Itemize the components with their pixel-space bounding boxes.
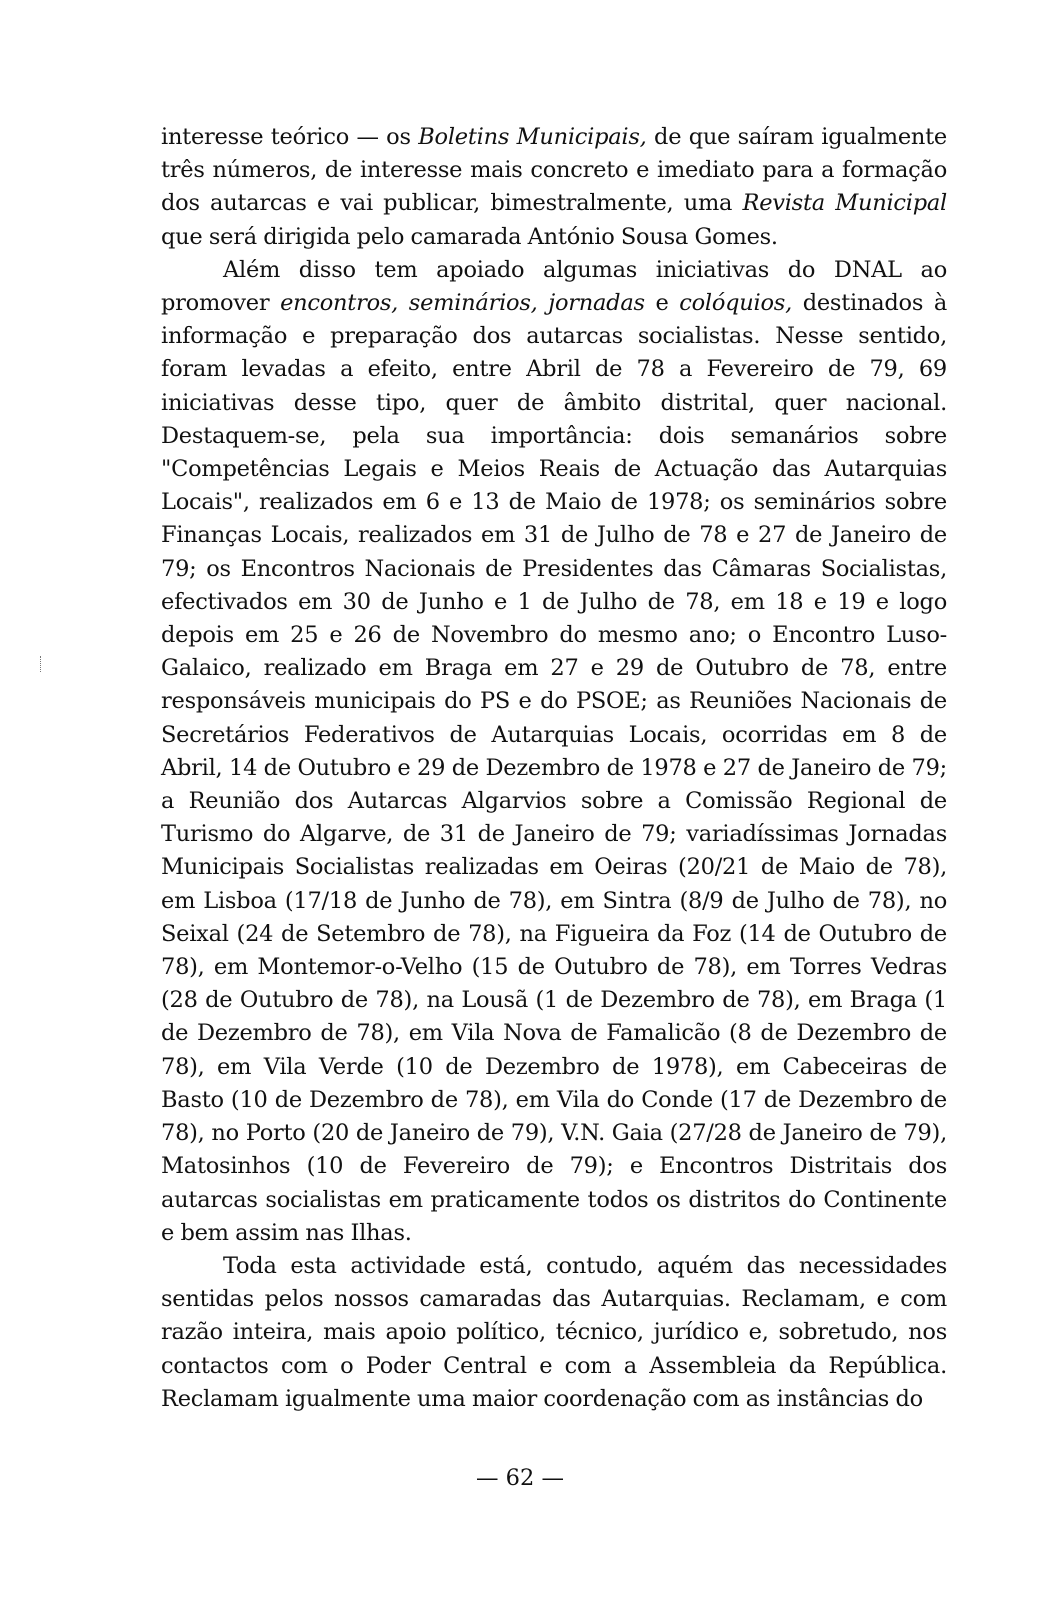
paragraph-1-text-a: interesse teórico — os — [161, 124, 419, 150]
paragraph-3: Toda esta actividade está, contudo, aquém das necessidades sentidas pelos nossos camaradas das Autarquias. Reclamam, e com razão inteira, mais apoio político, técnico, jurídico e, sobretudo, nos contactos com o Poder Central e com a Assembleia da República. Reclamam igualmente uma maior coordenação com as instâncias do — [161, 1252, 947, 1412]
paragraph-2-italic-b: colóquios, — [679, 290, 792, 317]
paragraph-2-text-b: e — [644, 290, 680, 317]
paragraph-1-text-b: de que saíram igualmente três números, de interesse mais concreto e imediato para a formação dos autarcas e vai publicar, bimestralmente, uma — [161, 124, 947, 217]
paragraph-2-text-a: Além disso tem apoiado algumas iniciativas do DNAL ao promover — [161, 256, 947, 317]
paragraph-2 — [161, 254, 947, 1250]
body-text — [161, 121, 947, 1416]
paragraph-1 — [161, 121, 947, 254]
page-number: — 62 — — [476, 1465, 564, 1491]
paragraph-1-text-c: que será dirigida pelo camarada António Sousa Gomes. — [161, 223, 778, 250]
paragraph-2-text-c: destinados à informação e preparação dos autarcas socialistas. Nesse sentido, foram levadas a efeito, entre Abril de 78 a Fevereiro de 79, 69 iniciativas desse tipo, quer de âmbito distrital, quer nacional. Destaquem-se, pela sua importância: dois semanários sobre "Competências Legais e Meios Reais de Actuação das Autarquias Locais", realizados em 6 e 13 de Maio de 1978; os seminários sobre Finanças Locais, realizados em 31 de Julho de 78 e 27 de Janeiro de 79; os Encontros Nacionais de Presidentes das Câmaras Socialistas, efectivados em 30 de Junho e 1 de Julho de 78, em 18 e 19 e logo depois em 25 e 26 de Novembro do mesmo ano; o Encontro Luso-Galaico, realizado em Braga em 27 e 29 de Outubro de 78, entre responsáveis municipais do PS e do PSOE; as Reuniões Nacionais de Secretários Federativos de Autarquias Locais, ocorridas em 8 de Abril, 14 de Outubro e 29 de Dezembro de 1978 e 27 de Janeiro de 79; a Reunião dos Autarcas Algarvios sobre a Comissão Regional de Turismo do Algarve, de 31 de Janeiro de 79; variadíssimas Jornadas Municipais Socialistas realizadas em Oeiras (20/21 de Maio de 78), em Lisboa (17/18 de Junho de 78), em Sintra (8/9 de Julho de 78), no Seixal (24 de Setembro de 78), na Figueira da Foz (14 de Outubro de 78), em Montemor-o-Velho (15 de Outubro de 78), em Torres Vedras (28 de Outubro de 78), na Lousã (1 de Dezembro de 78), em Braga (1 de Dezembro de 78), em Vila Nova de Famalicão (8 de Dezembro de 78), em Vila Verde (10 de Dezembro de 1978), em Cabeceiras de Basto (10 de Dezembro de 78), em Vila do Conde (17 de Dezembro de 78), no Porto (20 de Janeiro de 79), V.N. Gaia (27/28 de Janeiro de 79), Matosinhos (10 de Fevereiro de 79); e Encontros Distritais dos autarcas socialistas em praticamente todos os distritos do Continente e bem assim nas Ilhas. — [161, 290, 947, 1246]
paragraph-1-italic-a: Boletins Municipais, — [418, 124, 647, 150]
margin-speck — [40, 656, 43, 672]
paragraph-1-italic-b: Revista Municipal — [742, 190, 947, 217]
paragraph-2-italic-a: encontros, seminários, jornadas — [280, 290, 645, 317]
